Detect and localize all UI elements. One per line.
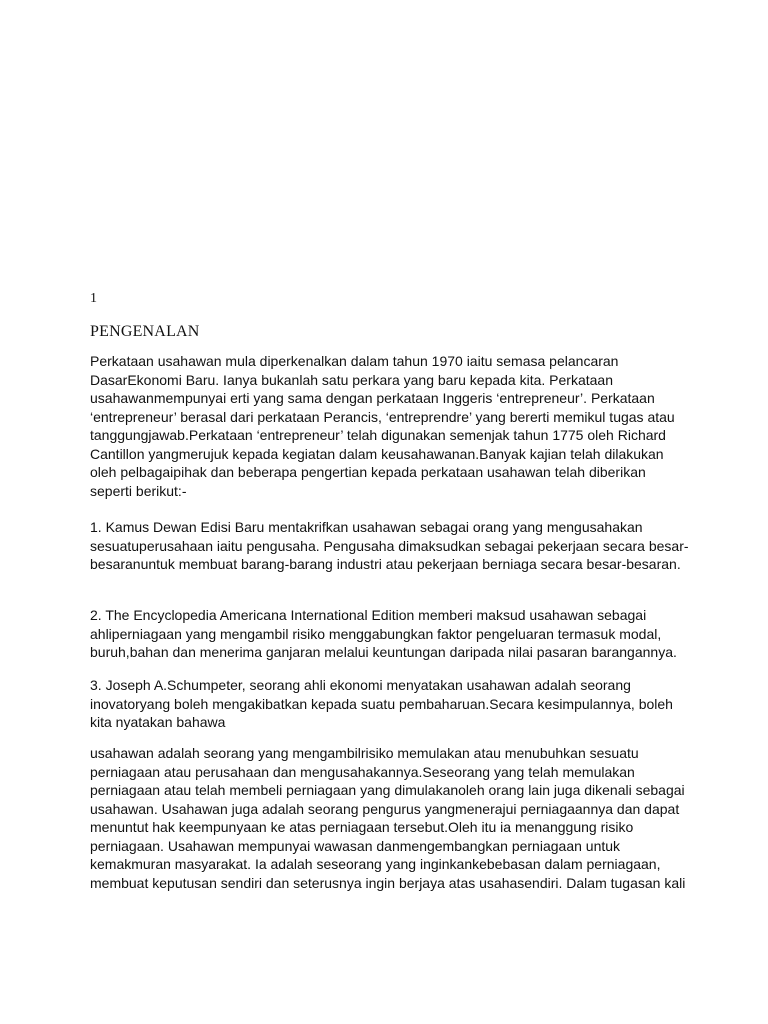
section-heading: PENGENALAN <box>90 323 200 340</box>
paragraph-definition-3: 3. Joseph A.Schumpeter, seorang ahli ekonomi menyatakan usahawan adalah seorang inovatoryang boleh mengakibatkan kepada suatu pembaharuan.Secara kesimpulannya, boleh kita nyatakan bahawa <box>90 677 673 730</box>
page-number: 1 <box>90 291 97 306</box>
paragraph-definition-1: 1. Kamus Dewan Edisi Baru mentakrifkan usahawan sebagai orang yang mengusahakan sesuatuperusahaan iaitu pengusaha. Pengusaha dimaksudkan sebagai pekerjaan secara besar-besaranuntuk membuat barang-barang industri atau pekerjaan berniaga secara besar-besaran. <box>90 519 689 572</box>
paragraph-intro: Perkataan usahawan mula diperkenalkan dalam tahun 1970 iaitu semasa pelancaran DasarEkonomi Baru. Ianya bukanlah satu perkara yang baru kepada kita. Perkataan usahawanmempunyai erti yang sama dengan perkataan Inggeris ‘entrepreneur’. Perkataan ‘entrepreneur’ berasal dari perkataan Perancis, ‘entreprendre’ yang bererti memikul tugas atau tanggungjawab.Perkataan ‘entrepreneur’ telah digunakan semenjak tahun 1775 oleh Richard Cantillon yangmerujuk kepada kegiatan dalam keusahawanan.Banyak kajian telah dilakukan oleh pelbagaipihak dan beberapa pengertian kepada perkataan usahawan telah diberikan seperti berikut:- <box>90 353 675 499</box>
paragraph-conclusion: usahawan adalah seorang yang mengambilrisiko memulakan atau menubuhkan sesuatu perniagaan atau perusahaan dan mengusahakannya.Seseorang yang telah memulakan perniagaan atau telah membeli perniagaan yang dimulakanoleh orang lain juga dikenali sebagai usahawan. Usahawan juga adalah seorang pengurus yangmenerajui perniagaannya dan dapat menuntut hak keempunyaan ke atas perniagaan tersebut.Oleh itu ia menanggung risiko perniagaan. Usahawan mempunyai wawasan danmengembangkan perniagaan untuk kemakmuran masyarakat. Ia adalah seseorang yang inginkankebebasan dalam perniagaan, membuat keputusan sendiri dan seterusnya ingin berjaya atas usahasendiri. Dalam tugasan kali <box>90 745 686 891</box>
paragraph-definition-2: 2. The Encyclopedia Americana International Edition memberi maksud usahawan sebagai ahliperniagaan yang mengambil risiko menggabungkan faktor pengeluaran termasuk modal, buruh,bahan dan menerima ganjaran melalui keuntungan daripada nilai pasaran barangannya. <box>90 607 677 660</box>
